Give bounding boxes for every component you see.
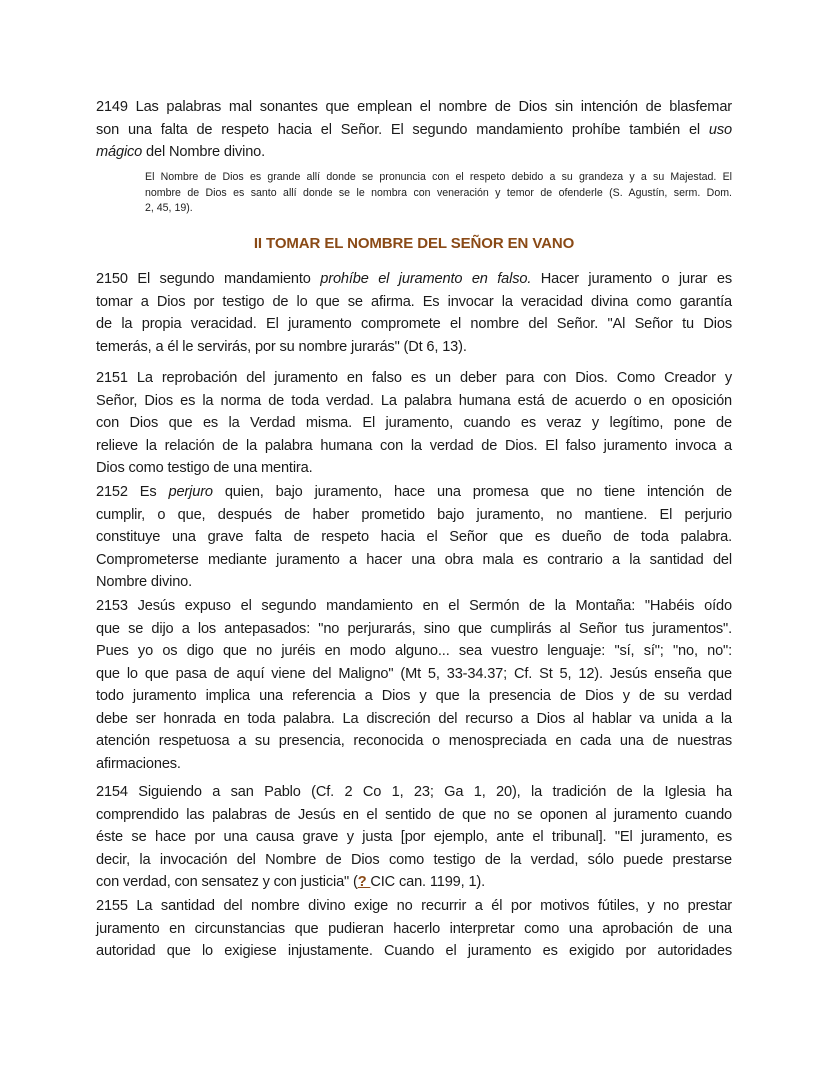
text-segment: afirmaciones. [96, 755, 181, 772]
text-line [96, 390, 732, 413]
text-segment: Hacer juramento o jurar es [531, 271, 732, 287]
text-line [96, 526, 732, 549]
text-segment: comprendido las palabras de Jesús en el sentido de que no se oponen al juramento cuando [96, 806, 732, 823]
text-segment: quien, bajo juramento, hace una promesa que no tiene intención de [212, 484, 732, 500]
paragraph-2151 [96, 367, 732, 480]
text-line [96, 571, 732, 594]
text-segment: 2155 La santidad del nombre divino exige no recurrir a él por motivos fútiles, y no prestar [96, 898, 732, 914]
text-segment: con verdad, con sensatez y con justicia" ( [96, 874, 358, 890]
quote-block [145, 170, 732, 217]
text-segment: 2153 Jesús expuso el segundo mandamiento en el Sermón de la Montaña: "Habéis oído [96, 598, 732, 614]
text-segment: decir, la invocación del Nombre de Dios como testigo de la verdad, sólo puede prestarse [96, 851, 732, 868]
text-line [96, 618, 732, 641]
text-line [145, 186, 732, 202]
text-line [96, 336, 732, 359]
italic-text: mágico [96, 144, 143, 160]
text-line [96, 457, 732, 480]
text-line [145, 201, 732, 217]
text-line [96, 291, 732, 314]
text-segment: Nombre divino. [96, 574, 193, 590]
text-line [96, 640, 732, 663]
text-segment: 2149 Las palabras mal sonantes que emplean el nombre de Dios sin intención de blasfemar [96, 99, 732, 115]
text-line [96, 895, 732, 918]
text-segment: Comprometerse mediante juramento a hacer una obra mala es contrario a la santidad del [96, 551, 732, 568]
text-segment: nombre de Dios es santo allí donde se le nombra con veneración y temor de ofenderle (S. Agustín, serm. Dom. [145, 186, 732, 199]
text-line [96, 730, 732, 753]
text-line [96, 708, 732, 731]
text-line [96, 481, 732, 504]
text-segment: atención respetuosa a su presencia, reconocida o menospreciada en cada una de nuestras [96, 733, 732, 749]
italic-text: uso [708, 121, 732, 138]
italic-text: prohíbe el juramento en falso. [320, 271, 532, 287]
text-segment: Dios como testigo de una mentira. [96, 460, 313, 476]
text-segment: El Nombre de Dios es grande allí donde se pronuncia con el respeto debido a su grandeza y a su Majestad. El [145, 171, 732, 183]
text-segment: tomar a Dios por testigo de lo que se afirma. Es invocar la veracidad divina como garantía [96, 293, 732, 310]
text-segment: Pues yo os digo que no juréis en modo alguno... sea vuestro lenguaje: "sí, sí"; "no, no": [96, 643, 732, 659]
text-segment: CIC can. 1199, 1). [370, 874, 486, 890]
text-segment: del Nombre divino. [142, 144, 266, 160]
text-line [96, 918, 732, 941]
text-segment: que lo que pasa de aquí viene del Maligno" (Mt 5, 33-34.37; Cf. St 5, 12). Jesús enseña que [96, 665, 732, 682]
text-line [96, 549, 732, 572]
text-line [96, 685, 732, 708]
text-line [96, 781, 732, 804]
text-line [96, 804, 732, 827]
text-segment: con Dios que es la Verdad misma. El juramento, cuando es veraz y legítimo, pone de [96, 415, 732, 431]
text-segment: temerás, a él le servirás, por su nombre jurarás" (Dt 6, 13). [96, 338, 467, 355]
text-segment: autoridad que lo exigiese injustamente. Cuando el juramento es exigido por autoridades [96, 943, 732, 959]
text-line [96, 826, 732, 849]
text-line [96, 141, 732, 164]
text-line [96, 313, 732, 336]
paragraph-2152 [96, 481, 732, 594]
text-segment: todo juramento implica una referencia a Dios y que la presencia de Dios y de su verdad [96, 688, 732, 704]
text-line [96, 268, 732, 291]
text-segment: 2154 Siguiendo a san Pablo (Cf. 2 Co 1, 23; Ga 1, 20), la tradición de la Iglesia ha [96, 784, 732, 800]
text-segment: debe ser honrada en toda palabra. La discreción del recurso a Dios al hablar va unida a la [96, 710, 732, 727]
text-segment: 2150 El segundo mandamiento [96, 271, 321, 287]
italic-text: perjuro [168, 484, 213, 500]
text-line [96, 849, 732, 872]
paragraph-2150 [96, 268, 732, 358]
text-line [96, 119, 732, 142]
text-segment: Señor, Dios es la norma de toda verdad. La palabra humana está de acuerdo o en oposición [96, 392, 732, 409]
text-line [96, 753, 732, 776]
text-segment: que se dijo a los antepasados: "no perjurarás, sino que cumplirás al Señor tus juramentos". [96, 620, 732, 637]
text-line [96, 595, 732, 618]
text-line [96, 412, 732, 435]
text-segment: éste se hace por una causa grave y justa [por ejemplo, ante el tribunal]. "El juramento, es [96, 829, 732, 845]
reference-link[interactable]: ? [357, 874, 371, 890]
text-line [145, 170, 732, 186]
text-line [96, 940, 732, 963]
paragraph-2153 [96, 595, 732, 775]
paragraph-2155 [96, 895, 732, 963]
text-segment: 2, 45, 19). [145, 202, 193, 214]
paragraph-2154 [96, 781, 732, 894]
text-segment: relieve la relación de la palabra humana con la verdad de Dios. El falso juramento invoca a [96, 437, 732, 454]
section-heading: II TOMAR EL NOMBRE DEL SEÑOR EN VANO [253, 235, 575, 252]
text-segment: 2152 Es [96, 484, 169, 500]
text-segment: 2151 La reprobación del juramento en falso es un deber para con Dios. Como Creador y [96, 370, 732, 386]
text-segment: son una falta de respeto hacia el Señor. El segundo mandamiento prohíbe también el [96, 121, 709, 138]
text-segment: de la propia veracidad. El juramento compromete el nombre del Señor. "Al Señor tu Dios [96, 316, 732, 332]
text-segment: cumplir, o que, después de haber prometido bajo juramento, no mantiene. El perjurio [96, 506, 732, 523]
text-segment: constituye una grave falta de respeto hacia el Señor que es dueño de toda palabra. [96, 529, 732, 545]
text-line [96, 96, 732, 119]
text-line [96, 871, 732, 894]
text-line [96, 367, 732, 390]
text-line [96, 663, 732, 686]
text-line [96, 504, 732, 527]
text-line [96, 435, 732, 458]
paragraph-2149 [96, 96, 732, 164]
text-segment: juramento en circunstancias que pudieran hacerlo interpretar como una aprobación de una [96, 920, 732, 937]
